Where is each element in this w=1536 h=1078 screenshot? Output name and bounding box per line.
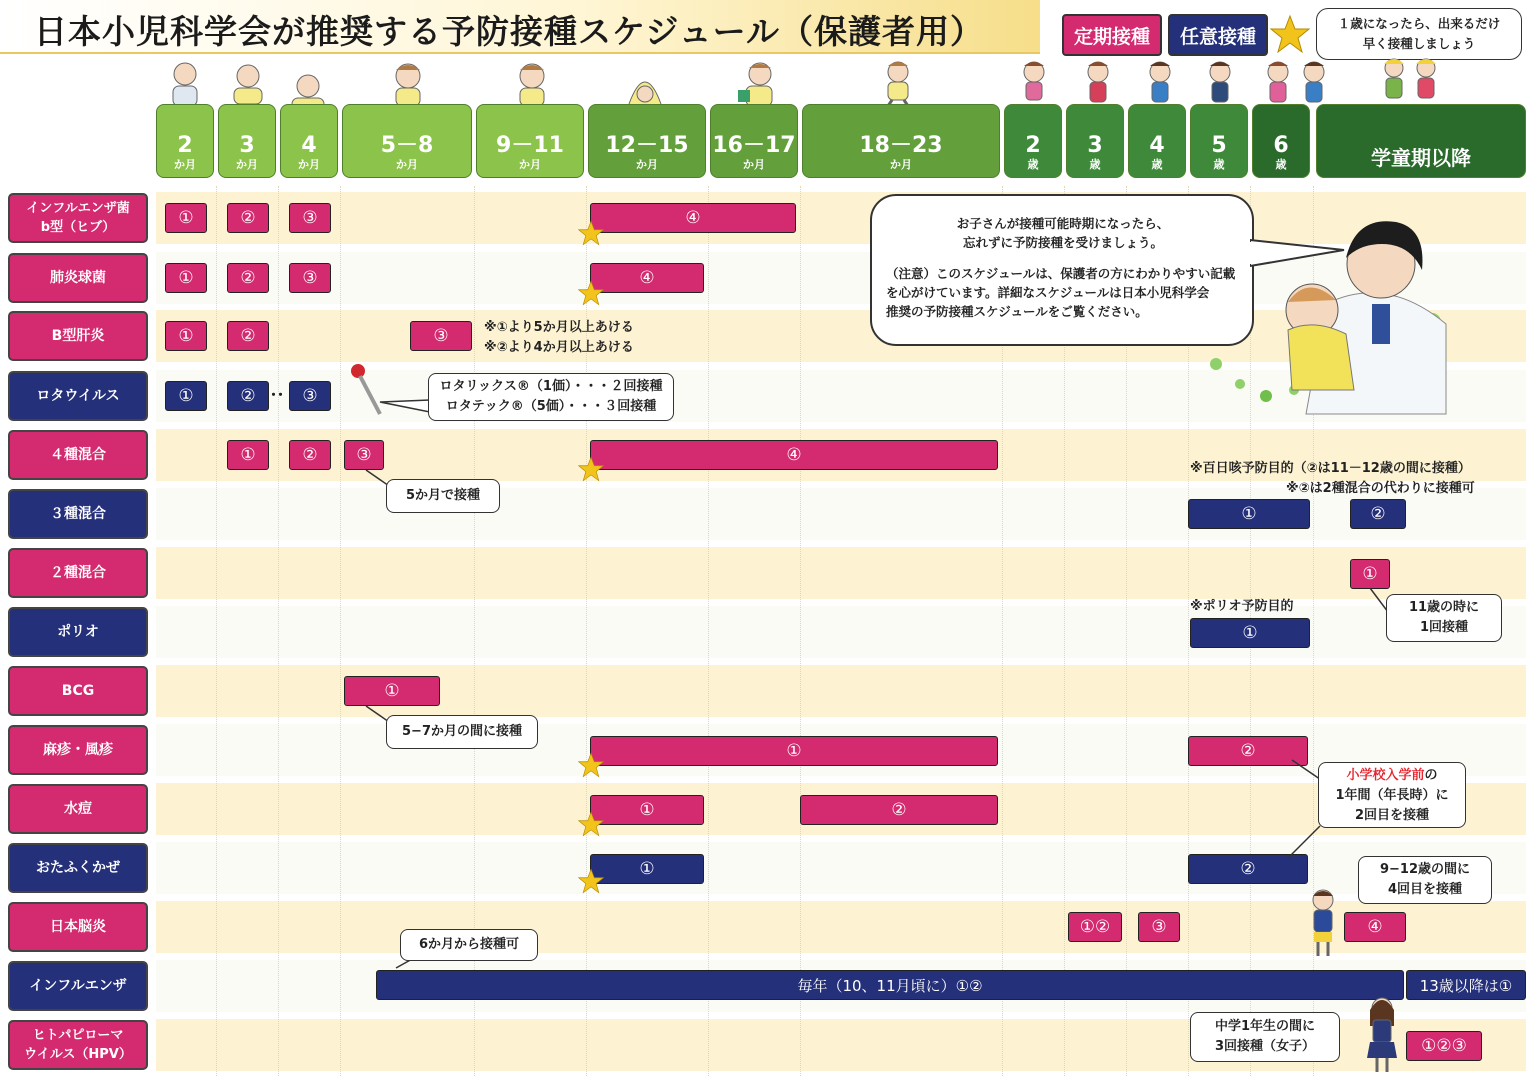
col-header-value: 3 — [239, 133, 255, 158]
schoolgirl-illustration-icon — [1364, 996, 1400, 1074]
rota-callout — [428, 373, 674, 421]
row-label-measles-rubella: 麻疹・風疹 — [8, 725, 148, 775]
je-callout-line1: 9−12歳の間に — [1379, 862, 1471, 877]
hpv-callout-line2: 3回接種（女子） — [1214, 1039, 1316, 1054]
col-header-18-23m — [802, 104, 1000, 178]
bubble-line3: （注意）このスケジュールは、保護者の方にわかりやすい記載 — [886, 266, 1236, 281]
dose-pill: ① — [165, 263, 207, 293]
polio-note: ※ポリオ予防目的 — [1190, 599, 1294, 614]
dose-pill: ① — [227, 440, 269, 470]
hpv-callout-line1: 中学1年生の間に — [1214, 1019, 1316, 1034]
schoolboy-illustration-icon — [1306, 888, 1340, 958]
callout-pointer-icon — [1286, 824, 1322, 860]
flu-callout: 6か月から接種可 — [400, 929, 538, 961]
dt2-callout-line1: 11歳の時に — [1408, 600, 1480, 615]
child-illustration-icon — [1294, 60, 1334, 110]
child-illustration-icon — [878, 60, 918, 110]
row-label-dpt-ipv: ４種混合 — [8, 430, 148, 480]
col-header-unit: 歳 — [1151, 158, 1163, 171]
dose-pill: ② — [227, 203, 269, 233]
row-label-japanese-encephalitis: 日本脳炎 — [8, 902, 148, 952]
col-header-value: 9－11 — [496, 133, 564, 158]
dose-bar: ① — [590, 854, 704, 884]
row-label-hepatitis-b: B型肝炎 — [8, 311, 148, 361]
star-icon — [578, 220, 604, 246]
col-header-12-15m — [588, 104, 706, 178]
col-header-unit: か月 — [174, 158, 196, 171]
baby-illustration-icon — [165, 60, 205, 110]
column-divider — [800, 186, 801, 1076]
dose-bar: ① — [590, 795, 704, 825]
star-note-line2: 早く接種しましょう — [1362, 36, 1476, 51]
star-note-line1: １歳になったら、出来るだけ — [1337, 16, 1501, 31]
child-illustration-icon — [1014, 60, 1054, 110]
child-illustration-icon — [1200, 60, 1240, 110]
dose-pill: ② — [227, 321, 269, 351]
col-header-value: 2 — [1025, 133, 1041, 158]
star-icon — [578, 280, 604, 306]
rota-callout-line2: ロタテック®（5価）・・・３回接種 — [445, 399, 657, 414]
dose-pill: ③ — [1138, 912, 1180, 942]
bubble-line4: を心がけています。詳細なスケジュールは日本小児科学会 — [886, 285, 1210, 300]
dose-pill: ② — [227, 263, 269, 293]
column-divider — [216, 186, 217, 1076]
column-divider — [340, 186, 341, 1076]
col-header-4y — [1128, 104, 1186, 178]
col-header-unit: 歳 — [1275, 158, 1287, 171]
star-icon — [578, 868, 604, 894]
dose-pill: ① — [165, 381, 207, 411]
col-header-value: 6 — [1273, 133, 1289, 158]
row-band — [156, 547, 1526, 599]
dose-pill: ① — [165, 321, 207, 351]
col-header-unit: か月 — [236, 158, 258, 171]
dose-bar: 13歳以降は① — [1406, 970, 1526, 1000]
dose-pill: ①② — [1068, 912, 1122, 942]
schoolchildren-illustration-icon — [1376, 54, 1446, 104]
je-callout-line2: 4回目を接種 — [1387, 882, 1463, 897]
row-label-dpt: ３種混合 — [8, 489, 148, 539]
col-header-6y — [1252, 104, 1310, 178]
dose-pill: ② — [289, 440, 331, 470]
col-header-5y — [1190, 104, 1248, 178]
child-illustration-icon — [1140, 60, 1180, 110]
row-label-mumps: おたふくかぜ — [8, 843, 148, 893]
col-header-value: 4 — [301, 133, 317, 158]
baby-illustration-icon — [512, 60, 552, 110]
col-header-value: 5－8 — [380, 133, 434, 158]
row-label-dt: ２種混合 — [8, 548, 148, 598]
baby-illustration-icon — [736, 60, 776, 110]
callout-pointer-icon — [378, 392, 430, 416]
legend-teiki: 定期接種 — [1062, 14, 1162, 56]
row-label-hib: インフルエンザ菌 b型（ヒブ） — [8, 193, 148, 243]
star-icon — [1270, 14, 1310, 54]
hepb-note-2: ※②より4か月以上あける — [484, 340, 634, 355]
col-header-value: 18－23 — [859, 133, 943, 158]
col-header-4m — [280, 104, 338, 178]
row-label-rotavirus: ロタウイルス — [8, 371, 148, 421]
col-header-unit: か月 — [298, 158, 320, 171]
dose-bar: ④ — [590, 263, 704, 293]
col-header-value: 5 — [1211, 133, 1227, 158]
col-header-2m — [156, 104, 214, 178]
col-header-3m — [218, 104, 276, 178]
dose-bar: ② — [1188, 736, 1308, 766]
child-illustration-icon — [1078, 60, 1118, 110]
dose-bar: 毎年（10、11月頃に）①② — [376, 970, 1404, 1000]
rota-dots: ･･ — [270, 388, 284, 404]
dt-alternative-note: ※②は2種混合の代わりに接種可 — [1286, 481, 1475, 496]
dose-bar: ④ — [590, 203, 796, 233]
doctor-with-baby-illustration-icon — [1196, 214, 1464, 416]
dose-pill: ③ — [289, 381, 331, 411]
baby-illustration-icon — [228, 60, 268, 110]
mr-callout-particle: の — [1424, 768, 1438, 783]
baby-illustration-icon — [388, 60, 428, 110]
row-label-bcg: BCG — [8, 666, 148, 716]
page-title: 日本小児科学会が推奨する予防接種スケジュール（保護者用） — [34, 12, 985, 51]
col-header-3y — [1066, 104, 1124, 178]
mr-callout-line2: 1年間（年長時）に — [1335, 788, 1449, 803]
bcg-callout: 5−7か月の間に接種 — [386, 715, 538, 749]
row-label-influenza: インフルエンザ — [8, 961, 148, 1011]
dose-pill: ② — [227, 381, 269, 411]
dose-pill: ② — [1350, 499, 1406, 529]
dose-bar: ① — [344, 676, 440, 706]
dose-pill: ③ — [289, 263, 331, 293]
star-icon — [578, 811, 604, 837]
col-header-unit: 歳 — [1089, 158, 1101, 171]
dose-pill: ③ — [344, 440, 384, 470]
dt2-callout — [1386, 594, 1502, 642]
col-header-unit: か月 — [743, 158, 765, 171]
col-header-9-11m — [476, 104, 584, 178]
mr-callout-line1 — [1319, 766, 1465, 786]
dose-pill: ① — [1350, 559, 1390, 589]
star-icon — [578, 752, 604, 778]
col-header-value: 4 — [1149, 133, 1165, 158]
dose-bar: ② — [800, 795, 998, 825]
dose-pill: ③ — [289, 203, 331, 233]
col-header-unit: か月 — [636, 158, 658, 171]
legend-nini: 任意接種 — [1168, 14, 1268, 56]
pertussis-note: ※百日咳予防目的（②は11－12歳の間に接種） — [1190, 461, 1471, 476]
col-header-value: 学童期以降 — [1371, 146, 1471, 170]
dpt4-callout: 5か月で接種 — [386, 479, 500, 513]
dose-bar: ① — [590, 736, 998, 766]
dose-pill: ① — [165, 203, 207, 233]
hepb-note-1: ※①より5か月以上あける — [484, 320, 634, 335]
dose-bar: ① — [1190, 618, 1310, 648]
row-band — [156, 606, 1526, 658]
dose-bar: ① — [1188, 499, 1310, 529]
col-header-unit: 歳 — [1213, 158, 1225, 171]
star-icon — [578, 456, 604, 482]
mr-callout-emphasis: 小学校入学前 — [1346, 768, 1425, 783]
mr-callout — [1318, 762, 1466, 828]
bubble-line1: お子さんが接種可能時期になったら、 — [956, 216, 1170, 231]
col-header-2y — [1004, 104, 1062, 178]
col-header-school — [1316, 104, 1526, 178]
col-header-value: 3 — [1087, 133, 1103, 158]
col-header-unit: 歳 — [1027, 158, 1039, 171]
bubble-line2: 忘れずに予防接種を受けましょう。 — [962, 235, 1163, 250]
col-header-unit: か月 — [519, 158, 541, 171]
je-callout — [1358, 856, 1492, 904]
row-label-hpv: ヒトパピローマ ウイルス（HPV） — [8, 1020, 148, 1070]
col-header-value: 12－15 — [605, 133, 689, 158]
col-header-5-8m — [342, 104, 472, 178]
row-label-polio: ポリオ — [8, 607, 148, 657]
column-divider — [708, 186, 709, 1076]
col-header-unit: か月 — [396, 158, 418, 171]
mr-callout-line3: 2回目を接種 — [1354, 808, 1430, 823]
dose-bar: ② — [1188, 854, 1308, 884]
col-header-value: 16－17 — [712, 133, 796, 158]
child-illustration-icon — [1258, 60, 1298, 110]
baby-illustration-icon — [625, 60, 665, 110]
dt2-callout-line2: 1回接種 — [1419, 620, 1469, 635]
col-header-16-17m — [710, 104, 798, 178]
title-bar — [0, 0, 1040, 54]
bubble-line5: 推奨の予防接種スケジュールをご覧ください。 — [886, 304, 1148, 319]
dose-pill: ④ — [1344, 912, 1406, 942]
star-note — [1316, 8, 1522, 60]
col-header-unit: か月 — [890, 158, 912, 171]
row-label-pneumococcal: 肺炎球菌 — [8, 253, 148, 303]
row-label-varicella: 水痘 — [8, 784, 148, 834]
column-divider — [278, 186, 279, 1076]
dose-bar: ④ — [590, 440, 998, 470]
col-header-value: 2 — [177, 133, 193, 158]
dose-pill: ③ — [410, 321, 472, 351]
rota-callout-line1: ロタリックス®（1価）・・・２回接種 — [439, 379, 663, 394]
hpv-callout — [1190, 1012, 1340, 1062]
dose-pill: ①②③ — [1406, 1031, 1482, 1061]
